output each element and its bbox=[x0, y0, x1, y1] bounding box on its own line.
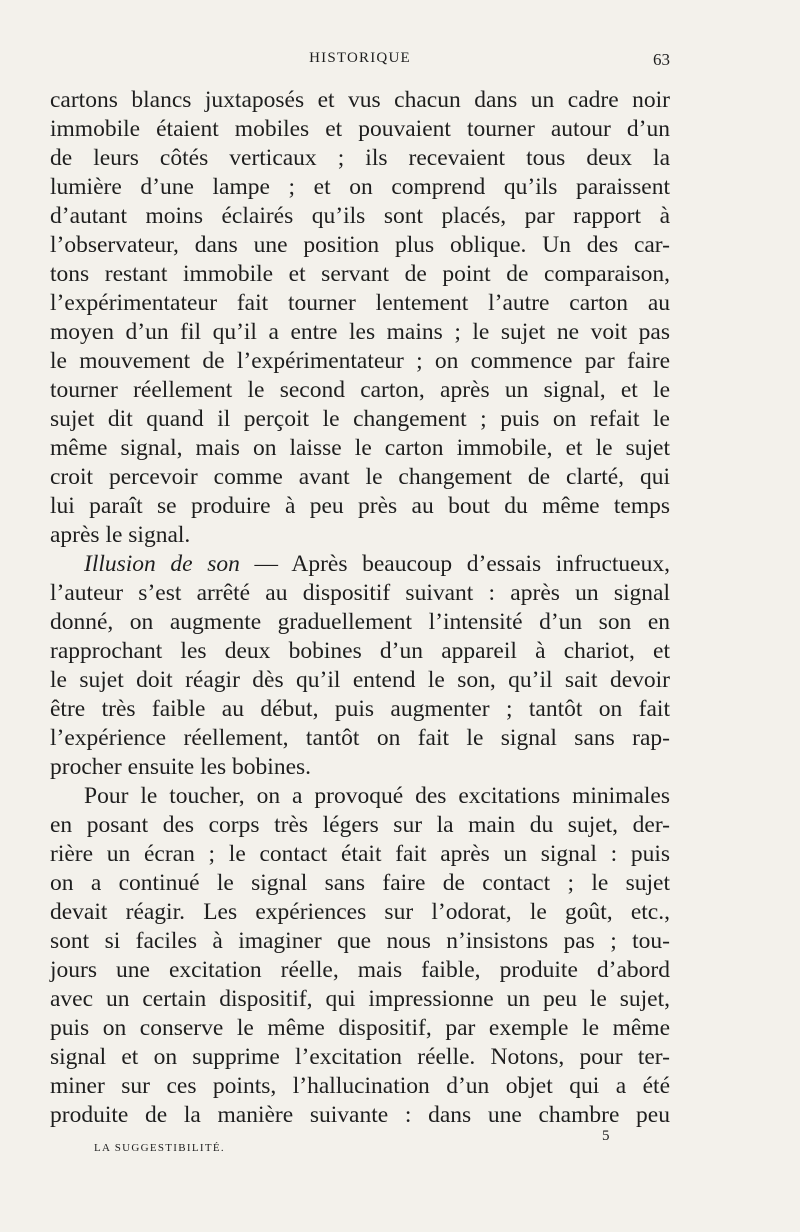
text-line: devait réagir. Les expériences sur l’odorat, le goût, etc., bbox=[50, 899, 670, 925]
text-line: procher ensuite les bobines. bbox=[50, 754, 312, 780]
body-text bbox=[50, 86, 670, 1130]
page-header bbox=[50, 50, 670, 74]
text-line: puis on conserve le même dispositif, par exemple le même bbox=[50, 1015, 670, 1041]
text-line: sujet dit quand il perçoit le changement ; puis on refait le bbox=[50, 406, 670, 432]
text-line: d’autant moins éclairés qu’ils sont placés, par rapport à bbox=[50, 203, 670, 229]
paragraph-first-line bbox=[50, 550, 670, 579]
page-footer bbox=[50, 1128, 670, 1152]
text-line: moyen d’un fil qu’il a entre les mains ; le sujet ne voit pas bbox=[50, 319, 670, 345]
text-line: être très faible au début, puis augmenter ; tantôt on fait bbox=[50, 696, 670, 722]
text-run: — Après beaucoup d’essais infructueux, bbox=[239, 551, 670, 577]
signature-number: 5 bbox=[602, 1128, 610, 1144]
text-line: lumière d’une lampe ; et on comprend qu’ils paraissent bbox=[50, 174, 670, 200]
text-line: l’expérience réellement, tantôt on fait le signal sans rap- bbox=[50, 725, 670, 751]
text-line: produite de la manière suivante : dans une chambre peu bbox=[50, 1102, 670, 1128]
text-line: miner sur ces points, l’hallucination d’un objet qui a été bbox=[50, 1073, 670, 1099]
section-heading-italic: Illusion de son bbox=[84, 551, 240, 577]
text-line: tons restant immobile et servant de point de comparaison, bbox=[50, 261, 670, 287]
text-line: signal et on supprime l’excitation réelle. Notons, pour ter- bbox=[50, 1044, 670, 1070]
text-line: croit percevoir comme avant le changement de clarté, qui bbox=[50, 464, 670, 490]
text-line: rière un écran ; le contact était fait après un signal : puis bbox=[50, 841, 670, 867]
text-line: immobile étaient mobiles et pouvaient tourner autour d’un bbox=[50, 116, 670, 142]
text-line: en posant des corps très légers sur la main du sujet, der- bbox=[50, 812, 670, 838]
text-line: cartons blancs juxtaposés et vus chacun dans un cadre noir bbox=[50, 87, 670, 113]
signature-mark: LA SUGGESTIBILITÉ. bbox=[94, 1142, 225, 1154]
text-line: de leurs côtés verticaux ; ils recevaient tous deux la bbox=[50, 145, 670, 171]
text-line: donné, on augmente graduellement l’intensité d’un son en bbox=[50, 609, 670, 635]
text-line: jours une excitation réelle, mais faible, produite d’abord bbox=[50, 957, 670, 983]
text-line: même signal, mais on laisse le carton immobile, et le sujet bbox=[50, 435, 670, 461]
text-line: l’expérimentateur fait tourner lentement l’autre carton au bbox=[50, 290, 670, 316]
text-line: on a continué le signal sans faire de contact ; le sujet bbox=[50, 870, 670, 896]
text-line: l’observateur, dans une position plus oblique. Un des car- bbox=[50, 232, 670, 258]
page-number: 63 bbox=[653, 50, 670, 69]
text-line: après le signal. bbox=[50, 522, 191, 548]
text-line: avec un certain dispositif, qui impressionne un peu le sujet, bbox=[50, 986, 670, 1012]
text-line: l’auteur s’est arrêté au dispositif suivant : après un signal bbox=[50, 580, 670, 606]
text-line: tourner réellement le second carton, après un signal, et le bbox=[50, 377, 670, 403]
text-line: Pour le toucher, on a provoqué des excitations minimales bbox=[84, 783, 670, 809]
text-line: rapprochant les deux bobines d’un appareil à chariot, et bbox=[50, 638, 670, 664]
text-line: lui paraît se produire à peu près au bout du même temps bbox=[50, 493, 670, 519]
text-line: le sujet doit réagir dès qu’il entend le son, qu’il sait devoir bbox=[50, 667, 670, 693]
text-line: le mouvement de l’expérimentateur ; on commence par faire bbox=[50, 348, 670, 374]
running-title: HISTORIQUE bbox=[309, 50, 411, 66]
text-line: sont si faciles à imaginer que nous n’insistons pas ; tou- bbox=[50, 928, 670, 954]
